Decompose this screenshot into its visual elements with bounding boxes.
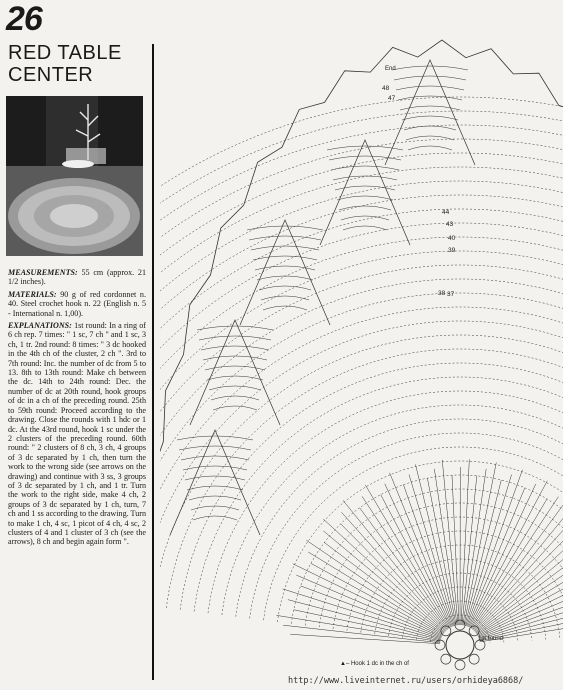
round-number-label: 40 xyxy=(448,235,456,242)
watermark-url: http://www.liveinternet.ru/users/orhideya6868/ xyxy=(288,676,524,686)
round-number-label: 37 xyxy=(447,291,455,298)
column-divider xyxy=(152,44,154,680)
round-number-label: 39 xyxy=(448,247,456,254)
materials-paragraph xyxy=(8,290,146,318)
title-line-2: CENTER xyxy=(8,64,94,86)
round-number-label: 48 xyxy=(382,85,390,92)
round-number-label: 44 xyxy=(442,209,450,216)
chart-drawing xyxy=(160,0,563,690)
explanations-label: EXPLANATIONS: xyxy=(8,321,72,331)
round-number-label: 38 xyxy=(438,290,446,297)
product-photo xyxy=(6,96,143,256)
crochet-chart xyxy=(160,0,563,690)
left-column xyxy=(0,0,150,690)
measurements-paragraph xyxy=(8,268,146,287)
round-number-label: 47 xyxy=(388,95,396,102)
instructions-text xyxy=(8,268,146,550)
title-line-1: RED TABLE xyxy=(8,42,122,64)
explanations-paragraph xyxy=(8,321,146,547)
pattern-title xyxy=(8,42,122,86)
label-first-round: 1st round xyxy=(478,636,504,642)
measurements-label: MEASUREMENTS: xyxy=(8,268,78,277)
measurements-value: 55 cm (approx. 21 1/2 inches). xyxy=(8,268,146,287)
label-end: End xyxy=(385,66,396,72)
materials-label: MATERIALS: xyxy=(8,289,57,299)
round-number-label: 43 xyxy=(446,221,454,228)
pattern-number: 26 xyxy=(6,0,42,38)
hook-note: ▲– Hook 1 dc in the ch of xyxy=(340,661,409,667)
materials-value: 90 g of red cordonnet n. 40. Steel crochet hook n. 22 (English n. 5 - International n. 1,00). xyxy=(8,289,146,318)
explanations-value: 1st round: In a ring of 6 ch rep. 7 times: " 1 sc, 7 ch " and 1 sc, 3 ch, 1 tr. 2nd round: 8 times: " 3 dc hooked in the 4th ch of the cluster, 2 ch ". 3rd to 7th round: Inc. the number of dc from 5 to 13. 8th to 13th round: Make ch between the dc. 14th to 24th round: Dec. the number of dc at 20th round, hook groups of dc in a ch of the preceding round. 25th to 59th round: Proceed according to the drawing. Close the rounds with 1 hdc or 1 dc. At the 43rd round, hook 1 sc under the 2 clusters of the preceding round. 60th round: " 2 clusters of 8 ch, 3 ch, 4 groups of 3 dc separated by 1 ch, then turn the work to the wrong side (see arrows on the drawing) and continue with 3 ss, 3 groups of 3 dc separated by 1 ch, and 1 tr. Turn the work to the right side, make 4 ch, 2 groups of 3 dc separated by 1 ch, turn, 7 ch and 1 ss according to the drawing. Turn to make 1 ch, 4 sc, 1 picot of 4 ch, 4 sc, 2 clusters of 4 and 1 cluster of 3 ch (see the arrows), 8 ch and begin again form ". xyxy=(8,321,146,547)
